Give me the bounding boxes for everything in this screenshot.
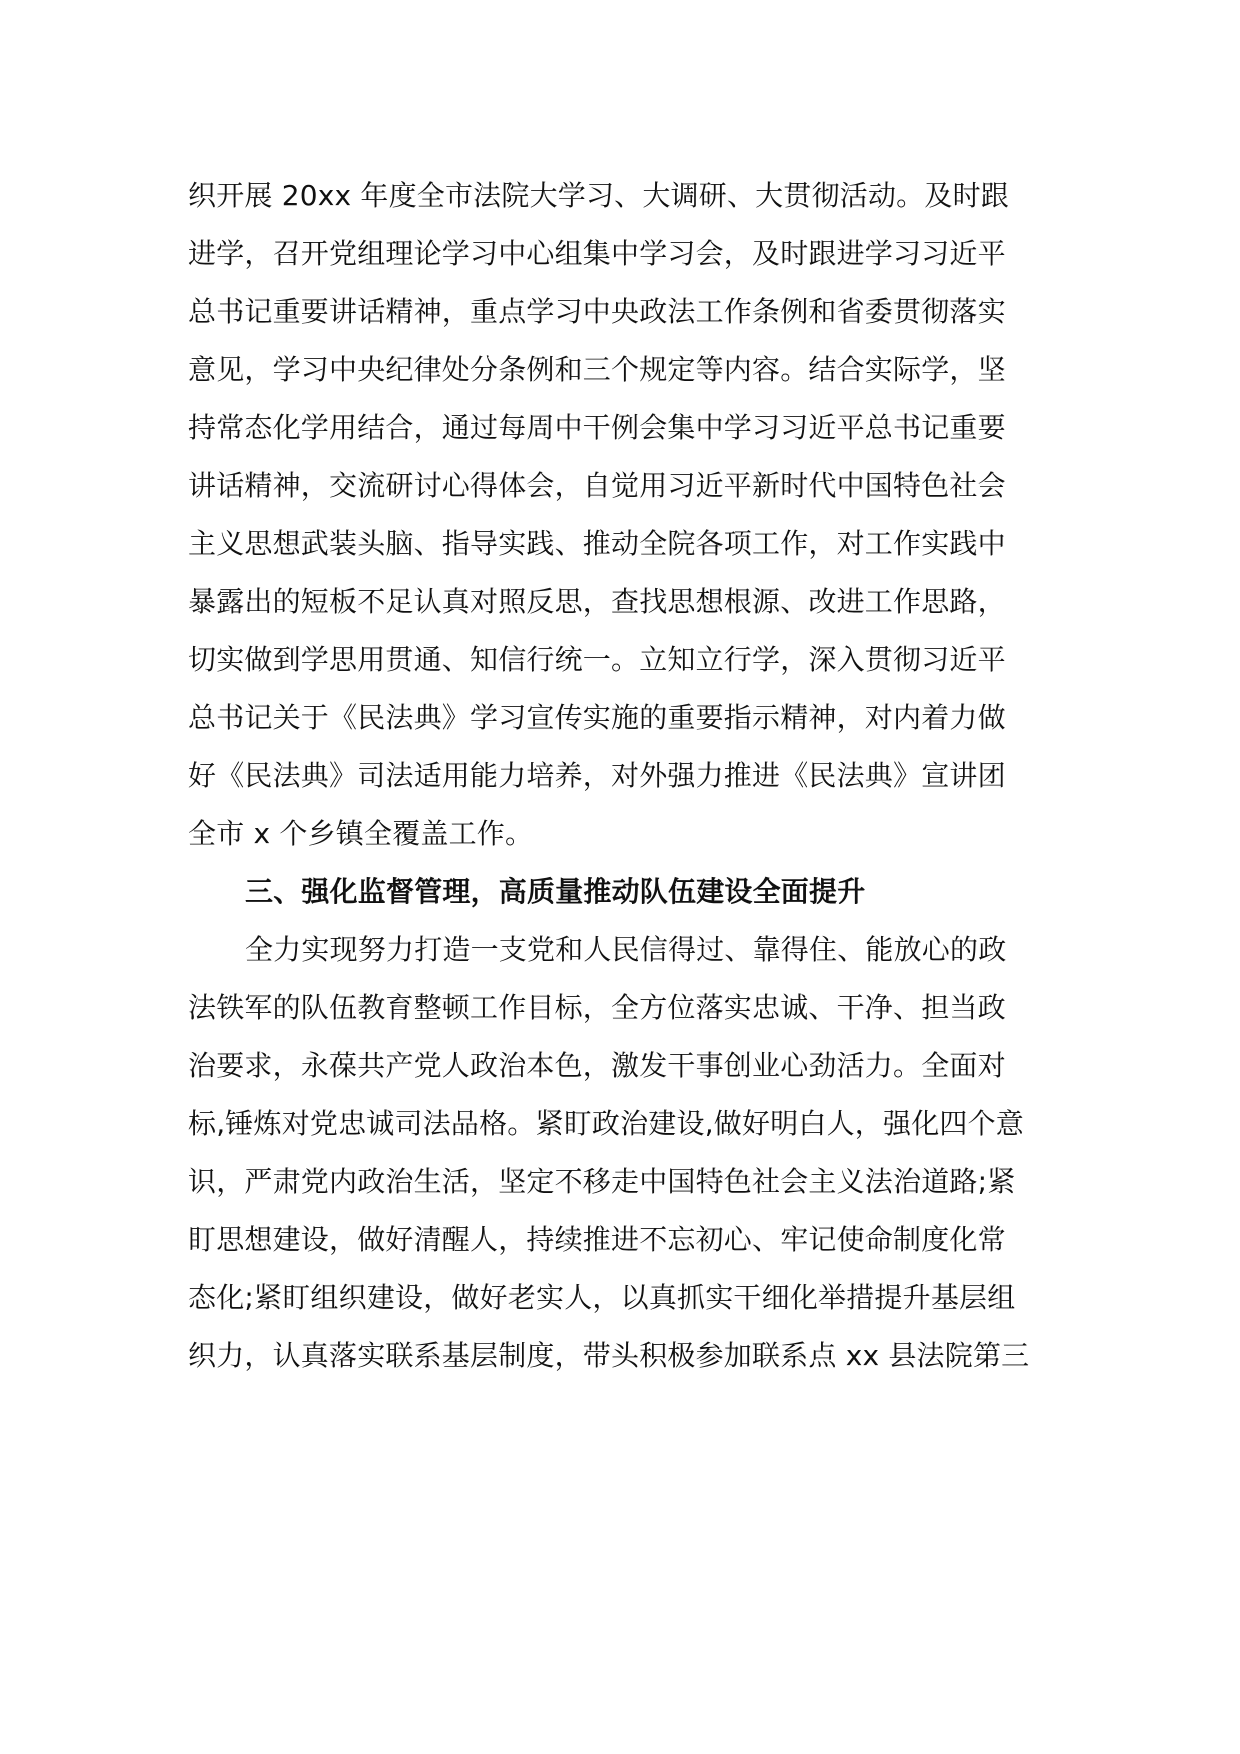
body-text-line: 织力，认真落实联系基层制度，带头积极参加联系点 xx 县法院第三 — [188, 1339, 1030, 1372]
body-text-line: 盯思想建设，做好清醒人，持续推进不忘初心、牢记使命制度化常 — [188, 1223, 1006, 1256]
body-text-line: 进学，召开党组理论学习中心组集中学习会，及时跟进学习习近平 — [188, 237, 1006, 270]
body-text-line: 态化;紧盯组织建设，做好老实人，以真抓实干细化举措提升基层组 — [188, 1281, 1016, 1314]
body-text-line: 好《民法典》司法适用能力培养，对外强力推进《民法典》宣讲团 — [188, 759, 1006, 792]
body-text-line: 意见，学习中央纪律处分条例和三个规定等内容。结合实际学，坚 — [188, 353, 1006, 386]
body-text-line: 识，严肃党内政治生活，坚定不移走中国特色社会主义法治道路;紧 — [188, 1165, 1016, 1198]
body-text-line: 全市 x 个乡镇全覆盖工作。 — [188, 817, 534, 850]
body-text-line: 总书记重要讲话精神，重点学习中央政法工作条例和省委贯彻落实 — [188, 295, 1006, 328]
body-text-line: 治要求，永葆共产党人政治本色，激发干事创业心劲活力。全面对 — [188, 1049, 1006, 1082]
body-text-line: 讲话精神，交流研讨心得体会，自觉用习近平新时代中国特色社会 — [188, 469, 1006, 502]
body-text-line: 标,锤炼对党忠诚司法品格。紧盯政治建设,做好明白人，强化四个意 — [188, 1107, 1025, 1140]
body-text-line: 主义思想武装头脑、指导实践、推动全院各项工作，对工作实践中 — [188, 527, 1006, 560]
section-heading: 三、强化监督管理，高质量推动队伍建设全面提升 — [245, 875, 866, 908]
body-text-line: 持常态化学用结合，通过每周中干例会集中学习习近平总书记重要 — [188, 411, 1006, 444]
body-text-line: 切实做到学思用贯通、知信行统一。立知立行学，深入贯彻习近平 — [188, 643, 1006, 676]
body-text-line: 织开展 20xx 年度全市法院大学习、大调研、大贯彻活动。及时跟 — [188, 179, 1009, 212]
body-text-line: 总书记关于《民法典》学习宣传实施的重要指示精神，对内着力做 — [188, 701, 1006, 734]
body-text-line: 暴露出的短板不足认真对照反思，查找思想根源、改进工作思路， — [188, 585, 1006, 618]
body-text-line: 法铁军的队伍教育整顿工作目标，全方位落实忠诚、干净、担当政 — [188, 991, 1006, 1024]
paragraph-first-line: 全力实现努力打造一支党和人民信得过、靠得住、能放心的政 — [245, 933, 1007, 966]
